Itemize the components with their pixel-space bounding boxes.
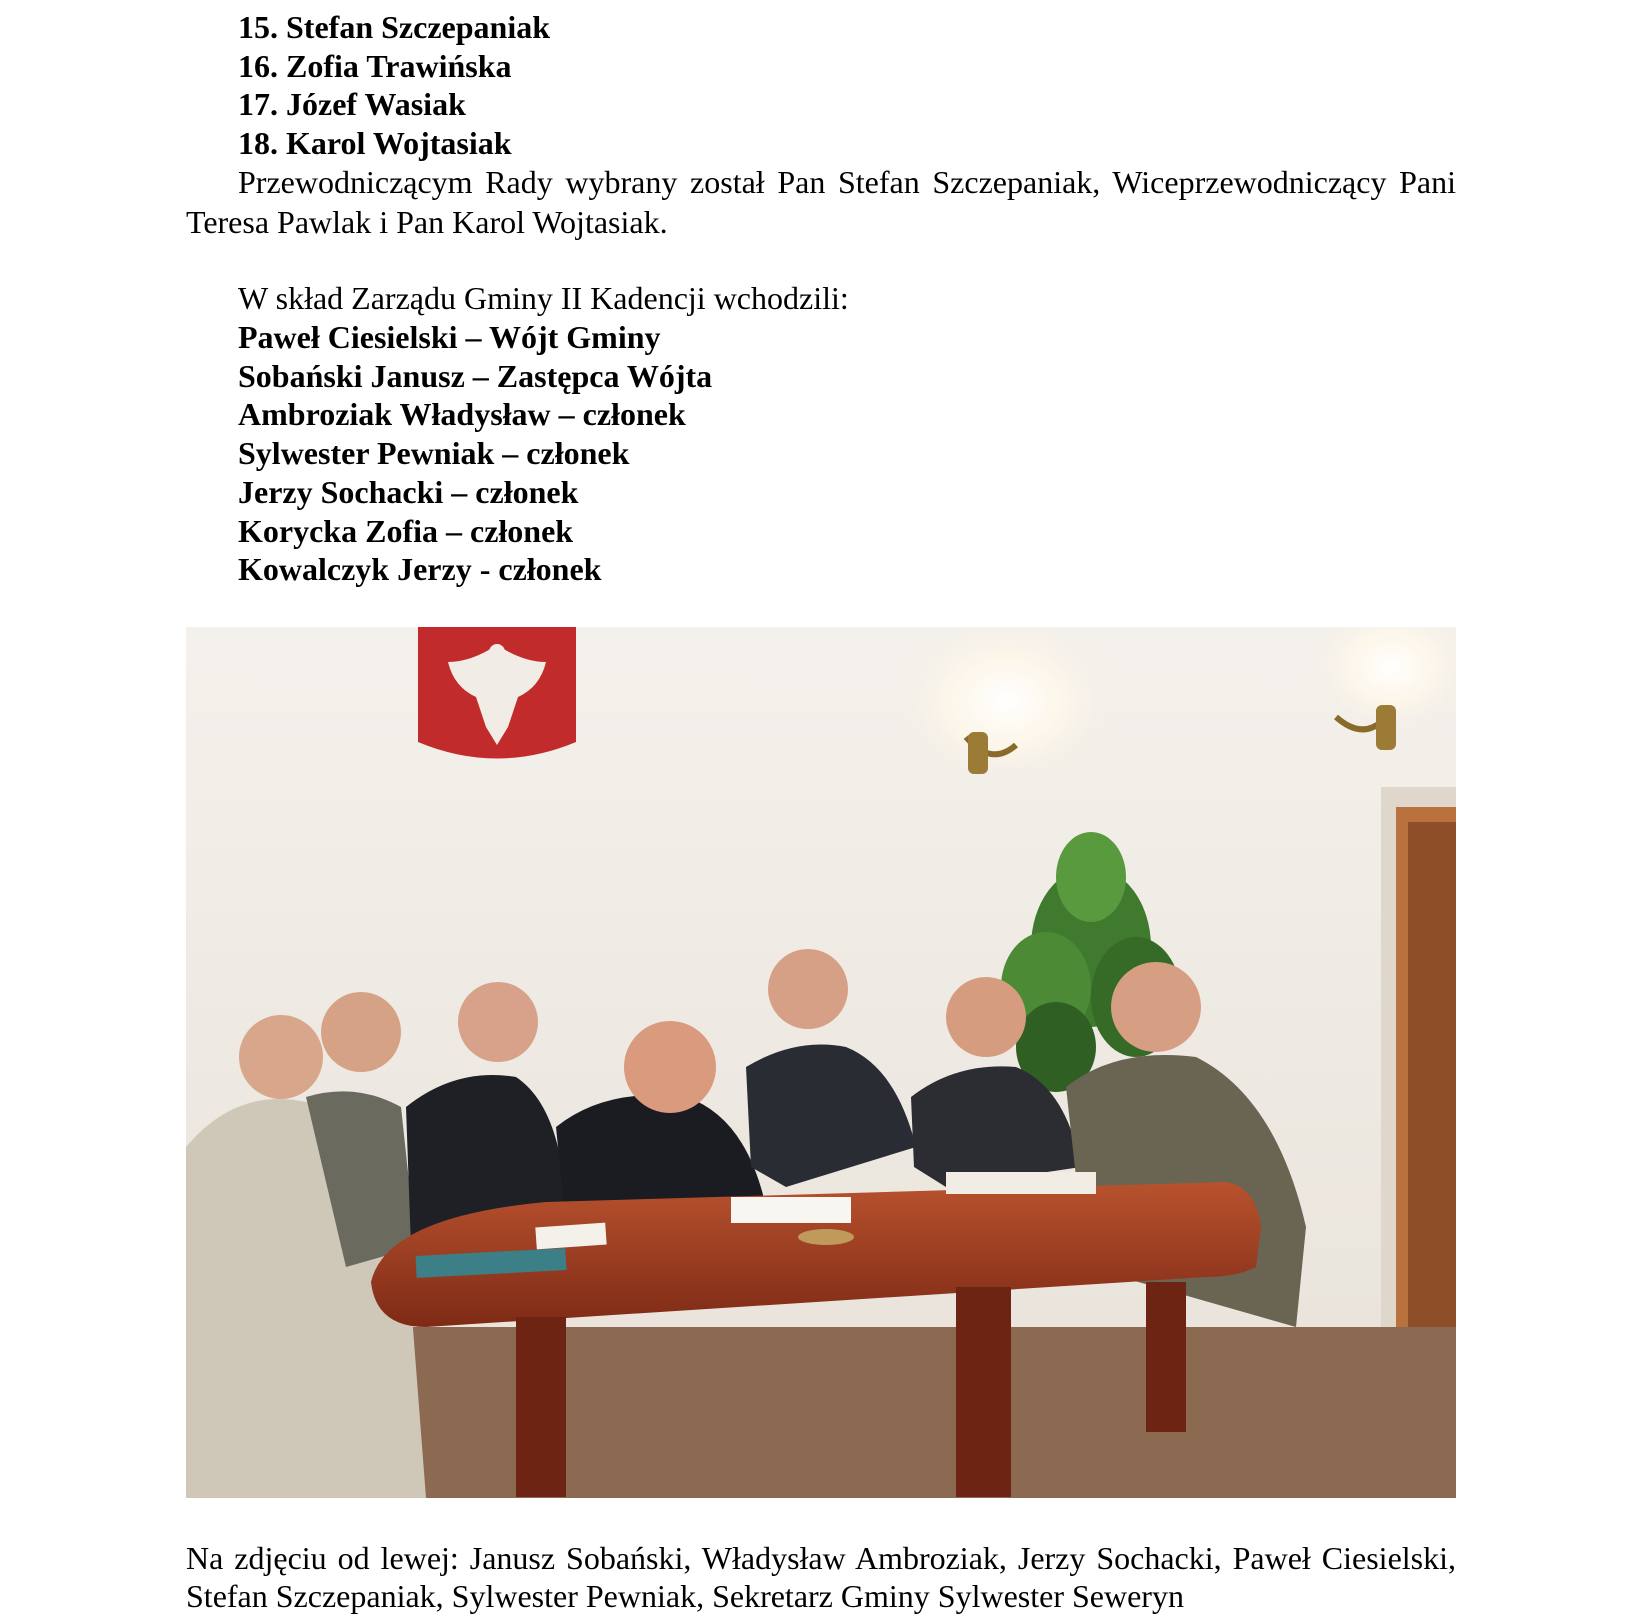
- board-member-item: Ambroziak Władysław – członek: [238, 396, 686, 433]
- council-member-item: 15. Stefan Szczepaniak: [238, 9, 550, 45]
- board-member-item: Sobański Janusz – Zastępca Wójta: [238, 357, 713, 394]
- eagle-emblem: [418, 627, 576, 759]
- council-member-item: 18. Karol Wojtasiak: [238, 124, 512, 161]
- board-members-list: [238, 318, 712, 589]
- board-member-item: Korycka Zofia – członek: [238, 512, 574, 549]
- council-member-item: 17. Józef Wasiak: [238, 86, 466, 123]
- board-member-item: Jerzy Sochacki – członek: [238, 473, 579, 510]
- board-member-item: Paweł Ciesielski – Wójt Gminy: [238, 319, 661, 355]
- board-member-item: Kowalczyk Jerzy - członek: [238, 551, 602, 588]
- council-members-list: [238, 8, 550, 162]
- group-photo: [186, 627, 1456, 1498]
- photo-caption: Na zdjęciu od lewej: Janusz Sobański, Władysław Ambroziak, Jerzy Sochacki, Paweł Ciesielski, Stefan Szczepaniak, Sylwester Pewniak, Sekretarz Gminy Sylwester Seweryn: [186, 1540, 1456, 1614]
- board-intro: W skład Zarządu Gminy II Kadencji wchodzili:: [238, 280, 849, 316]
- chair-paragraph: Przewodniczącym Rady wybrany został Pan Stefan Szczepaniak, Wiceprzewodniczący Pani Teresa Pawlak i Pan Karol Wojtasiak.: [186, 164, 1456, 240]
- council-member-item: 16. Zofia Trawińska: [238, 47, 512, 84]
- board-member-item: Sylwester Pewniak – członek: [238, 435, 630, 472]
